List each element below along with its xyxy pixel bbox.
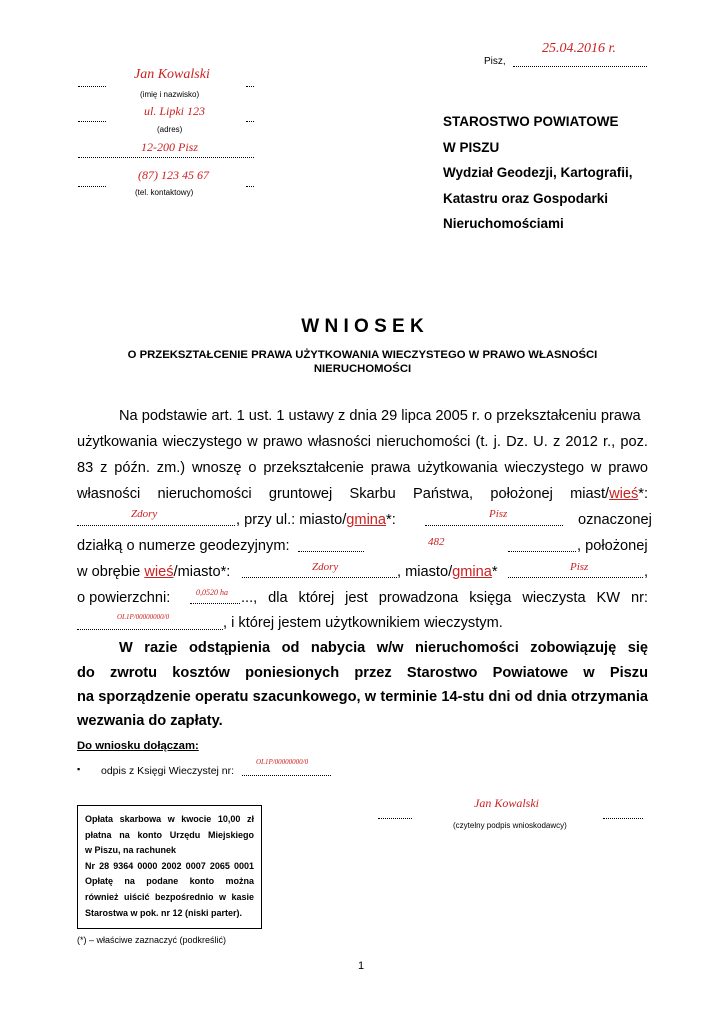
date-value: 25.04.2016 r. <box>542 41 616 56</box>
body-line-6-a: działką o numerze geodezyjnym: <box>77 538 290 554</box>
applicant-name: Jan Kowalski <box>134 67 210 82</box>
fee-line-1: Opłata skarbowa w kwocie 10,00 zł <box>85 814 254 824</box>
body-line-8-a: o powierzchni: <box>77 590 171 606</box>
page-number: 1 <box>358 960 365 972</box>
signature-dots-right <box>603 818 643 819</box>
precinct-line <box>242 577 397 578</box>
recipient-line-5: Nieruchomościami <box>443 216 564 231</box>
recipient-line-3: Wydział Geodezji, Kartografii, <box>443 165 633 180</box>
bold-line-4: wezwania do zapłaty. <box>77 713 223 729</box>
body-line-7-e: , <box>644 564 649 580</box>
body-line-5-a: , przy ul.: miasto/ <box>236 512 347 528</box>
fee-line-4: Nr 28 9364 0000 2002 0007 2065 0001 <box>85 860 254 871</box>
body-line-7-red: wieś <box>144 564 174 580</box>
applicant-address: ul. Lipki 123 <box>144 104 206 118</box>
place-label: Pisz, <box>484 56 506 67</box>
city-line <box>78 157 254 158</box>
body-line-5-red: gmina <box>346 512 387 528</box>
body-line-3: 83 z późn. zm.) wnoszę o przekształcenie prawa użytkowania wieczystego w prawo <box>77 460 648 476</box>
applicant-name-caption: (imię i nazwisko) <box>140 90 200 99</box>
phone-dots-right <box>246 186 254 187</box>
body-line-5 <box>236 512 396 528</box>
recipient-line-2: W PISZU <box>443 139 500 155</box>
body-line-5-c: oznaczonej <box>578 512 652 528</box>
phone-dots-left <box>78 186 106 187</box>
precinct-value: Zdory <box>312 561 339 573</box>
body-line-4 <box>77 486 648 502</box>
applicant-phone-caption: (tel. kontaktowy) <box>135 188 194 197</box>
signature-value: Jan Kowalski <box>474 796 539 810</box>
locality-line <box>77 525 235 526</box>
parcel-line-left <box>298 551 364 552</box>
kw-number-value: OL1P/00000000/0 <box>117 613 170 621</box>
name-dots-right <box>246 86 254 87</box>
body-line-5-b: *: <box>386 512 396 528</box>
body-line-7-red2: gmina <box>452 564 492 580</box>
bold-line-3: na sporządzenie operatu szacunkowego, w terminie 14-stu dni od dnia otrzymania <box>77 689 648 705</box>
applicant-city: 12-200 Pisz <box>141 140 198 154</box>
recipient-block <box>443 109 633 237</box>
name-dots-left <box>78 86 106 87</box>
body-line-7-a: w obrębie <box>77 564 145 580</box>
body-line-7 <box>77 564 230 580</box>
body-line-4-text: własności nieruchomości gruntowej Skarbu Państwa, położonej miast/ <box>77 486 610 502</box>
body-line-8-b: ..., dla której jest prowadzona księga wieczysta KW nr: <box>241 590 648 606</box>
fee-line-5: Opłatę na podane konto można <box>85 876 254 887</box>
body-line-7-c: , miasto/ <box>397 564 453 580</box>
subtitle-line-1: O PRZEKSZTAŁCENIE PRAWA UŻYTKOWANIA WIECZYSTEGO W PRAWO WŁASNOŚCI <box>127 349 598 361</box>
body-line-4-red: wieś <box>609 486 639 502</box>
document-title: W N I O S E K <box>301 316 424 337</box>
bullet-icon: ▪ <box>77 764 81 774</box>
fee-line-3: w Piszu, na rachunek <box>85 845 177 856</box>
signature-caption: (czytelny podpis wnioskodawcy) <box>453 821 567 830</box>
body-line-7-mid <box>397 564 498 580</box>
body-line-7-b: /miasto*: <box>173 564 231 580</box>
locality-value: Zdory <box>131 508 158 520</box>
body-line-6-b: , położonej <box>577 538 648 554</box>
street-place-value: Pisz <box>489 508 508 520</box>
commune-value: Pisz <box>570 561 589 573</box>
kw-line <box>77 629 223 630</box>
body-line-9: , i której jestem użytkownikiem wieczystym. <box>223 615 503 631</box>
body-line-1: Na podstawie art. 1 ust. 1 ustawy z dnia 29 lipca 2005 r. o przekształceniu prawa <box>119 408 641 424</box>
fee-line-2: płatna na konto Urzędu Miejskiego <box>85 829 254 840</box>
date-line <box>513 66 647 67</box>
area-line <box>190 603 240 604</box>
address-dots-right <box>246 121 254 122</box>
commune-line <box>508 577 643 578</box>
subtitle-line-2: NIERUCHOMOŚCI <box>313 363 412 375</box>
parcel-line-right <box>508 551 576 552</box>
body-line-4-end: *: <box>638 486 648 502</box>
parcel-number-value: 482 <box>428 536 445 548</box>
signature-dots-left <box>378 818 412 819</box>
fee-line-6: również uiścić bezpośrednio w kasie <box>85 891 254 902</box>
attachments-heading: Do wniosku dołączam: <box>77 740 199 752</box>
fee-line-7: Starostwa w pok. nr 12 (niski parter). <box>85 907 243 918</box>
applicant-phone: (87) 123 45 67 <box>138 168 209 182</box>
attachment-item-1: odpis z Księgi Wieczystej nr: <box>101 765 235 777</box>
bold-line-1: W razie odstąpienia od nabycia w/w nieruchomości zobowiązuję się <box>119 640 648 656</box>
street-line <box>425 525 563 526</box>
fee-info-box <box>77 805 262 929</box>
address-dots-left <box>78 121 106 122</box>
recipient-line-1: STAROSTWO POWIATOWE <box>443 114 619 129</box>
recipient-line-4: Katastru oraz Gospodarki <box>443 190 609 206</box>
body-line-7-d: * <box>491 564 498 580</box>
applicant-address-caption: (adres) <box>157 125 183 134</box>
body-line-2: użytkowania wieczystego w prawo własności nieruchomości (t. j. Dz. U. z 2012 r., poz. <box>77 434 648 450</box>
footnote: (*) – właściwe zaznaczyć (podkreślić) <box>77 935 227 945</box>
area-value: 0,0520 ha <box>196 588 228 597</box>
bold-line-2: do zwrotu kosztów poniesionych przez Starostwo Powiatowe w Piszu <box>77 665 648 681</box>
attachment-kw-value: OL1P/00000000/0 <box>256 758 309 766</box>
attachment-line <box>242 775 331 776</box>
